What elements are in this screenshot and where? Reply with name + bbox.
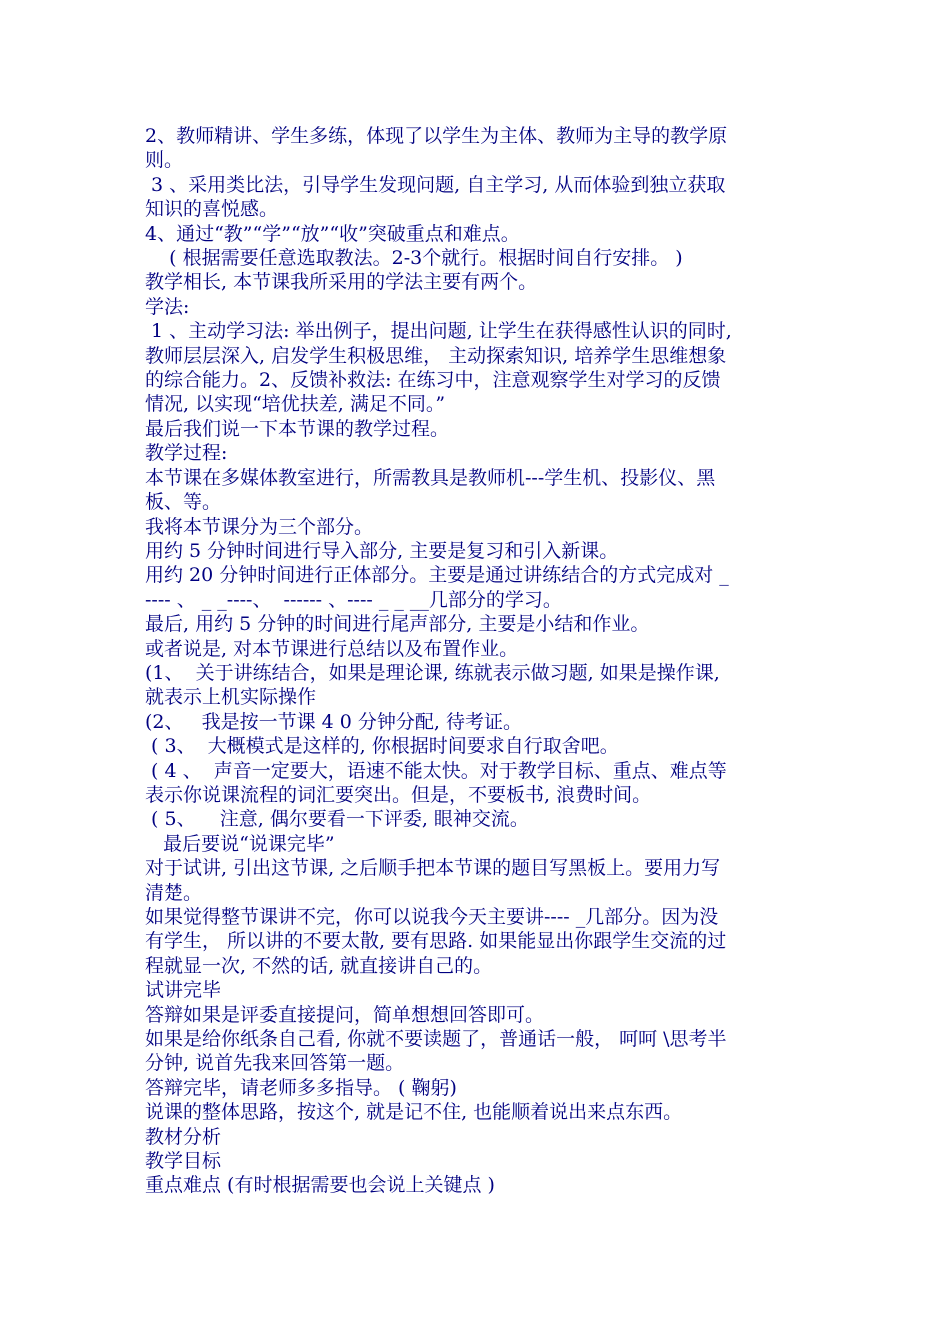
text-line: 的综合能力。2、反馈补救法: 在练习中，注意观察学生对学习的反馈: [145, 369, 721, 392]
text-line: 4、通过“教”“学”“放”“收”突破重点和难点。: [145, 222, 520, 245]
text-line: 3 、采用类比法，引导学生发现问题, 自主学习, 从而体验到独立获取: [145, 173, 726, 196]
text-line: 教师层层深入, 启发学生积极思维， 主动探索知识, 培养学生思维想象: [145, 344, 727, 367]
text-line: ( 3、 大概模式是这样的, 你根据时间要求自行取舍吧。: [145, 735, 619, 758]
text-line: 用约 5 分钟时间进行导入部分, 主要是复习和引入新课。: [145, 539, 619, 562]
text-line: 或者说是, 对本节课进行总结以及布置作业。: [145, 637, 519, 660]
text-line: 最后, 用约 5 分钟的时间进行尾声部分, 主要是小结和作业。: [145, 613, 650, 636]
text-line: 对于试讲, 引出这节课, 之后顺手把本节课的题目写黑板上。要用力写: [145, 857, 721, 880]
section-heading: 学法:: [145, 295, 190, 318]
text-line: 情况, 以实现“培优扶差, 满足不同。”: [145, 393, 446, 416]
text-line: 如果是给你纸条自己看, 你就不要读题了，普通话一般， 呵呵 \思考半: [145, 1028, 727, 1051]
text-line: 就表示上机实际操作: [145, 686, 317, 709]
text-line: 分钟, 说首先我来回答第一题。: [145, 1052, 405, 1075]
text-line: (1、 关于讲练结合，如果是理论课, 练就表示做习题, 如果是操作课,: [145, 661, 720, 684]
section-heading: 试讲完毕: [145, 979, 222, 1002]
text-line: 则。: [145, 149, 184, 172]
section-heading: 教学目标: [145, 1150, 222, 1173]
text-line: 1 、主动学习法: 举出例子，提出问题, 让学生在获得感性认识的同时,: [145, 320, 732, 343]
document-body: [145, 124, 810, 1198]
text-line: ( 5、 注意, 偶尔要看一下评委, 眼神交流。: [145, 808, 529, 831]
text-line: 答辩完毕，请老师多多指导。 ( 鞠躬): [145, 1076, 457, 1099]
text-line: 知识的喜悦感。: [145, 198, 279, 221]
text-line: 表示你说课流程的词汇要突出。但是，不要板书, 浪费时间。: [145, 783, 652, 806]
text-line: 清楚。: [145, 881, 203, 904]
text-line: ( 根据需要任意选取教法。2-3个就行。根据时间自行安排。 ): [145, 247, 683, 270]
text-line: 用约 20 分钟时间进行正体部分。主要是通过讲练结合的方式完成对 _: [145, 564, 729, 587]
text-line: 最后我们说一下本节课的教学过程。: [145, 417, 450, 440]
section-heading: 重点难点 (有时根据需要也会说上关键点 ): [145, 1174, 495, 1197]
text-line: 答辩如果是评委直接提问，简单想想回答即可。: [145, 1003, 545, 1026]
text-line: 如果觉得整节课讲不完，你可以说我今天主要讲---- _几部分。因为没: [145, 906, 719, 928]
text-line: 最后要说“说课完毕”: [145, 832, 335, 855]
text-line: 程就显一次, 不然的话, 就直接讲自己的。: [145, 954, 493, 977]
text-line: 我将本节课分为三个部分。: [145, 515, 374, 538]
text-line: ( 4 、 声音一定要大，语速不能太快。对于教学目标、重点、难点等: [145, 759, 727, 782]
section-heading: 教学过程:: [145, 442, 228, 465]
text-line: (2、 我是按一节课 4 0 分钟分配, 待考证。: [145, 710, 522, 733]
text-line: 有学生， 所以讲的不要太散, 要有思路. 如果能显出你跟学生交流的过: [145, 930, 727, 953]
text-line: 本节课在多媒体教室进行，所需教具是教师机---学生机、投影仪、黑: [145, 466, 716, 489]
text-line: 2、教师精讲、学生多练，体现了以学生为主体、教师为主导的教学原: [145, 125, 728, 147]
text-line: 教学相长, 本节课我所采用的学法主要有两个。: [145, 271, 538, 294]
section-heading: 教材分析: [145, 1125, 222, 1148]
text-line: ---- 、 _ _----、 ------ 、---- _ _ __几部分的学习。: [145, 588, 562, 611]
text-line: 板、等。: [145, 491, 222, 514]
text-line: 说课的整体思路，按这个, 就是记不住, 也能顺着说出来点东西。: [145, 1101, 683, 1124]
